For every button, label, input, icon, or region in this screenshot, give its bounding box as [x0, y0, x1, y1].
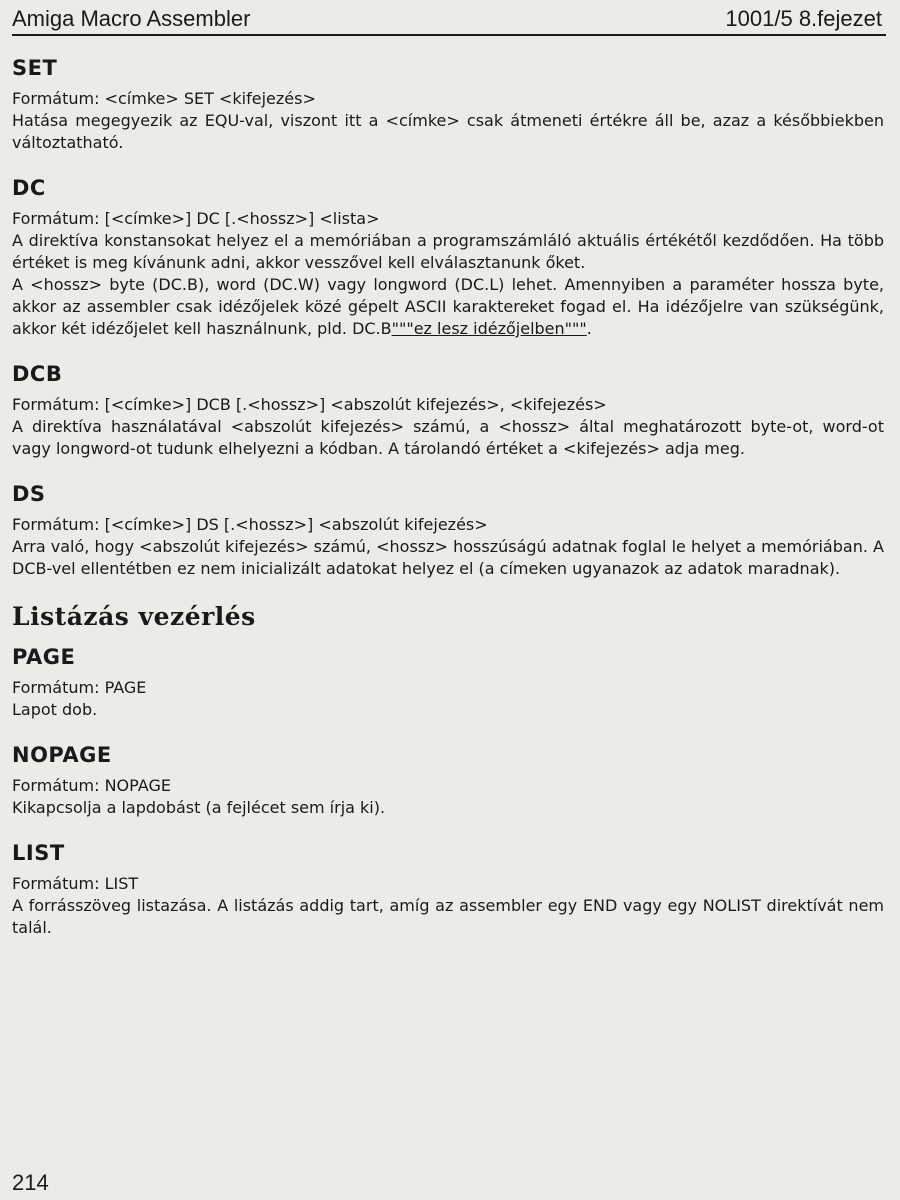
dc-format: Formátum: [<címke>] DC [.<hossz>] <lista>: [12, 209, 380, 228]
section-title-dcb: DCB: [12, 362, 63, 386]
dc-description-2: [12, 274, 884, 340]
dcb-format: Formátum: [<címke>] DCB [.<hossz>] <abszolút kifejezés>, <kifejezés>: [12, 395, 607, 414]
dc-quoted-example: """ez lesz idézőjelben""": [391, 319, 587, 338]
page-format: Formátum: PAGE: [12, 678, 147, 697]
page-description: Lapot dob.: [12, 700, 98, 719]
section-title-set: SET: [12, 56, 58, 80]
page-header: [12, 4, 886, 36]
header-page-ref: 1001/5 8.fejezet: [725, 6, 882, 31]
list-description: A forrásszöveg listazása. A listázás addig tart, amíg az assembler egy END vagy egy NOLIST direktívát nem talál.: [12, 896, 884, 937]
nopage-description: Kikapcsolja a lapdobást (a fejlécet sem írja ki).: [12, 798, 386, 817]
header-title: Amiga Macro Assembler: [12, 6, 251, 31]
ds-format: Formátum: [<címke>] DS [.<hossz>] <abszolút kifejezés>: [12, 515, 488, 534]
chapter-title: Listázás vezérlés: [12, 602, 256, 631]
section-title-nopage: NOPAGE: [12, 743, 112, 767]
page-number: 214: [12, 1170, 49, 1195]
ds-description: Arra való, hogy <abszolút kifejezés> számú, <hossz> hosszúságú adatnak foglal le helyet a memóriában. A DCB-vel ellentétben ez nem inicializált adatokat helyez el (a címeken ugyanazok az adatok maradnak).: [12, 537, 884, 578]
dc-description-2-end: .: [586, 319, 592, 338]
section-title-ds: DS: [12, 482, 46, 506]
dc-description-2-text: A <hossz> byte (DC.B), word (DC.W) vagy longword (DC.L) lehet. Amennyiben a paraméter hossza byte, akkor az assembler csak idézőjelek közé gépelt ASCII karaktereket fogad el. Ha idézőjelre van szükségünk, akkor két idézőjelet kell használnunk, pld. DC.B: [12, 275, 884, 338]
section-title-list: LIST: [12, 841, 65, 865]
list-format: Formátum: LIST: [12, 874, 139, 893]
dc-description-1: A direktíva konstansokat helyez el a memóriában a programszámláló aktuális értékétől kezdődően. Ha több értéket is meg kívánunk adni, akkor vesszővel kell elválasztanunk őket.: [12, 231, 884, 272]
nopage-format: Formátum: NOPAGE: [12, 776, 171, 795]
dcb-description: A direktíva használatával <abszolút kifejezés> számú, a <hossz> által meghatározott byte-ot, word-ot vagy longword-ot tudunk elhelyezni a kódban. A tárolandó értéket a <kifejezés> adja meg.: [12, 417, 884, 458]
section-title-page: PAGE: [12, 645, 76, 669]
set-description: Hatása megegyezik az EQU-val, viszont itt a <címke> csak átmeneti értékre áll be, azaz a későbbiekben változtatható.: [12, 111, 884, 152]
page-content: [12, 56, 884, 939]
section-title-dc: DC: [12, 176, 46, 200]
set-format: Formátum: <címke> SET <kifejezés>: [12, 89, 316, 108]
